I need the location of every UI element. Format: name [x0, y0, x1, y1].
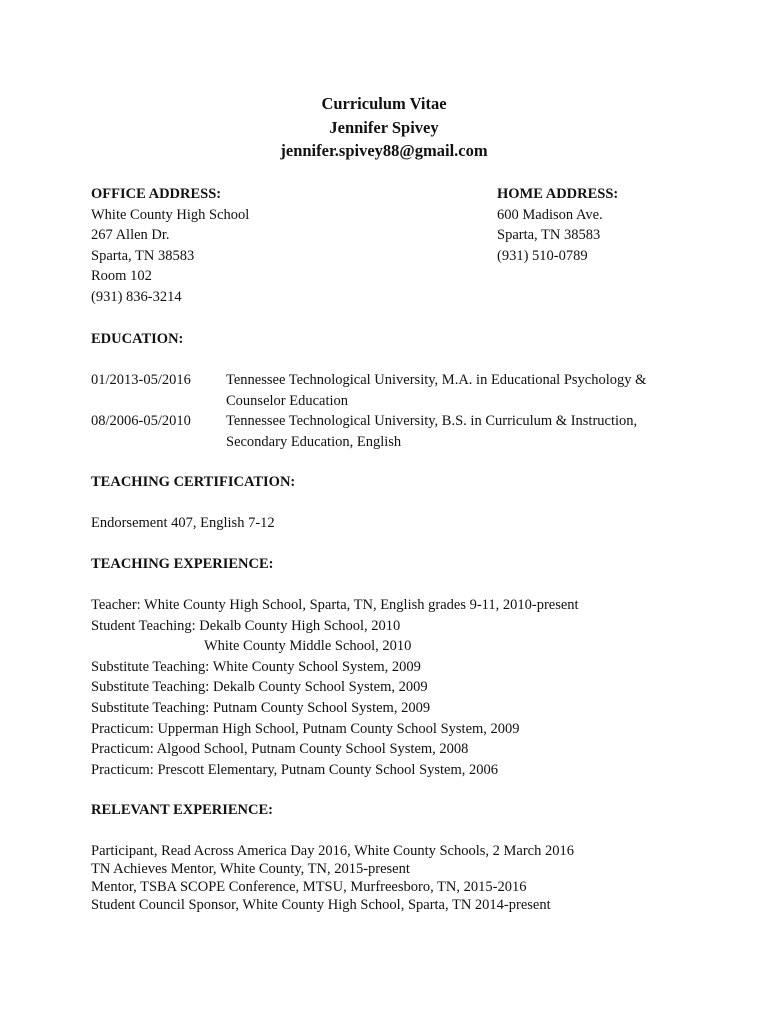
- teaching-experience-item: Teacher: White County High School, Sparta, TN, English grades 9-11, 2010-present: [91, 597, 579, 613]
- teaching-experience-item: Practicum: Upperman High School, Putnam County School System, 2009: [91, 720, 520, 737]
- office-address-line: White County High School: [91, 206, 250, 223]
- relevant-experience-item: Participant, Read Across America Day 2016, White County Schools, 2 March 2016: [91, 843, 574, 859]
- certification-text: [91, 513, 275, 534]
- education-date: 01/2013-05/2016: [91, 372, 191, 388]
- relevant-experience-item: Student Council Sponsor, White County High School, Sparta, TN 2014-present: [91, 897, 551, 913]
- teaching-experience-item: Substitute Teaching: Dekalb County School System, 2009: [91, 679, 428, 696]
- education-description: [226, 370, 676, 411]
- relevant-experience-item: TN Achieves Mentor, White County, TN, 2015-present: [91, 861, 410, 877]
- education-entry: [91, 370, 691, 411]
- education-list: [91, 370, 691, 452]
- teaching-experience-item: Practicum: Prescott Elementary, Putnam County School System, 2006: [91, 761, 499, 778]
- relevant-experience-item: Mentor, TSBA SCOPE Conference, MTSU, Murfreesboro, TN, 2015-2016: [91, 879, 527, 895]
- relevant-experience-list: [91, 842, 574, 914]
- teaching-experience-item: Substitute Teaching: Putnam County School System, 2009: [91, 699, 431, 716]
- teaching-experience-item: Practicum: Algood School, Putnam County School System, 2008: [91, 741, 469, 758]
- office-address-line: 267 Allen Dr.: [91, 227, 170, 244]
- office-address-line: Sparta, TN 38583: [91, 247, 195, 264]
- home-address-line: 600 Madison Ave.: [497, 206, 603, 223]
- cv-header: [0, 92, 768, 163]
- teaching-experience-item: Student Teaching: Dekalb County High School, 2010: [91, 617, 401, 634]
- home-address-block: [497, 184, 618, 266]
- relevant-experience-heading: RELEVANT EXPERIENCE:: [91, 802, 273, 818]
- home-address-line: Sparta, TN 38583: [497, 227, 601, 244]
- office-address-heading: OFFICE ADDRESS:: [91, 186, 222, 202]
- office-address-block: [91, 184, 249, 308]
- teaching-experience-heading: TEACHING EXPERIENCE:: [91, 556, 274, 572]
- teaching-experience-item: Substitute Teaching: White County School System, 2009: [91, 658, 421, 675]
- education-entry: [91, 411, 691, 452]
- education-description-line: Tennessee Technological University, M.A. in Educational Psychology &: [226, 372, 647, 388]
- certification-line: Endorsement 407, English 7-12: [91, 515, 275, 531]
- home-address-heading: HOME ADDRESS:: [497, 186, 619, 202]
- education-description-line: Counselor Education: [226, 392, 349, 409]
- office-phone: (931) 836-3214: [91, 288, 182, 305]
- education-description: [226, 411, 676, 452]
- teaching-experience-item: White County Middle School, 2010: [204, 638, 412, 655]
- education-description-line: Secondary Education, English: [226, 433, 402, 450]
- teaching-experience-list: [91, 595, 579, 780]
- education-description-line: Tennessee Technological University, B.S. in Curriculum & Instruction,: [226, 413, 638, 430]
- person-name: Jennifer Spivey: [329, 117, 439, 137]
- document-title: Curriculum Vitae: [321, 94, 447, 113]
- education-heading: EDUCATION:: [91, 331, 184, 347]
- certification-heading: TEACHING CERTIFICATION:: [91, 474, 296, 490]
- home-phone: (931) 510-0789: [497, 247, 588, 264]
- email-address: jennifer.spivey88@gmail.com: [280, 141, 488, 160]
- office-address-line: Room 102: [91, 268, 152, 285]
- education-date: 08/2006-05/2010: [91, 413, 191, 430]
